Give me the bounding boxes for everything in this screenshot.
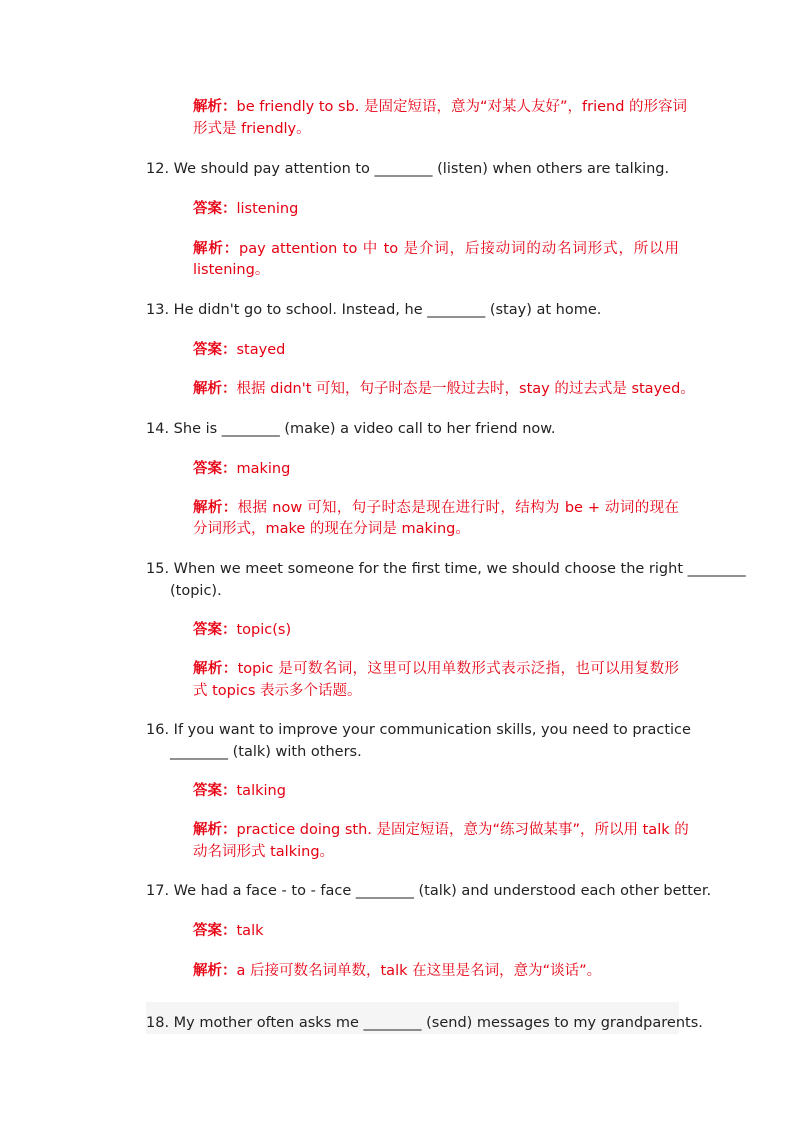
analysis-text: a 后接可数名词单数，talk 在这里是名词，意为“谈话”。 xyxy=(236,963,602,979)
analysis-label: 解析： xyxy=(193,500,238,516)
answer-text: stayed xyxy=(236,342,286,358)
analysis-12-line-2: listening。 xyxy=(193,262,270,278)
analysis-14-line-2: 分词形式，make 的现在分词是 making。 xyxy=(193,521,470,537)
analysis-label: 解析： xyxy=(193,661,238,677)
analysis-14-line-1 xyxy=(193,497,679,519)
analysis-label: 解析： xyxy=(193,381,237,397)
answer-13 xyxy=(193,339,285,361)
analysis-16-line-2: 动名词形式 talking。 xyxy=(193,844,335,860)
analysis-text: pay attention to 中 to 是介词，后接动词的动名词形式，所以用 xyxy=(239,241,679,257)
analysis-text: 根据 now 可知，句子时态是现在进行时，结构为 be + 动词的现在 xyxy=(237,500,679,516)
analysis-13-line-1 xyxy=(193,378,695,400)
analysis-17-line-1 xyxy=(193,960,601,982)
question-18: 18. My mother often asks me ________ (send) messages to my grandparents. xyxy=(146,1015,703,1031)
analysis-label: 解析： xyxy=(193,963,237,979)
analysis-label: 解析： xyxy=(193,99,237,115)
question-17: 17. We had a face - to - face ________ (talk) and understood each other better. xyxy=(146,883,712,899)
answer-16 xyxy=(193,780,286,802)
answer-text: making xyxy=(236,461,291,477)
question-15-line-1: 15. When we meet someone for the first time, we should choose the right ________ xyxy=(146,561,746,577)
answer-17 xyxy=(193,920,264,942)
analysis-15-line-1 xyxy=(193,658,679,680)
question-16-line-2: ________ (talk) with others. xyxy=(170,744,362,760)
answer-label: 答案： xyxy=(193,201,237,217)
answer-text: listening xyxy=(236,201,299,217)
answer-label: 答案： xyxy=(193,342,237,358)
answer-text: talk xyxy=(236,923,264,939)
answer-text: topic(s) xyxy=(236,622,292,638)
analysis-11-line-2: 形式是 friendly。 xyxy=(193,121,311,137)
answer-text: talking xyxy=(236,783,286,799)
answer-14 xyxy=(193,458,290,480)
answer-label: 答案： xyxy=(193,622,237,638)
answer-15 xyxy=(193,619,291,641)
question-13: 13. He didn't go to school. Instead, he ________ (stay) at home. xyxy=(146,302,602,318)
analysis-text: 根据 didn't 可知，句子时态是一般过去时，stay 的过去式是 stayed。 xyxy=(236,381,695,397)
analysis-text: topic 是可数名词，这里可以用单数形式表示泛指，也可以用复数形 xyxy=(237,661,679,677)
analysis-label: 解析： xyxy=(193,822,237,838)
question-15-line-2: (topic). xyxy=(170,583,222,599)
answer-12 xyxy=(193,198,298,220)
analysis-12-line-1 xyxy=(193,238,679,260)
question-14: 14. She is ________ (make) a video call to her friend now. xyxy=(146,421,556,437)
answer-label: 答案： xyxy=(193,461,237,477)
question-12: 12. We should pay attention to ________ (listen) when others are talking. xyxy=(146,161,670,177)
question-16-line-1: 16. If you want to improve your communication skills, you need to practice xyxy=(146,722,691,738)
analysis-text: practice doing sth. 是固定短语，意为“练习做某事”，所以用 talk 的 xyxy=(236,822,689,838)
answer-label: 答案： xyxy=(193,923,237,939)
analysis-16-line-1 xyxy=(193,819,689,841)
analysis-label: 解析： xyxy=(193,241,240,257)
answer-label: 答案： xyxy=(193,783,237,799)
analysis-11-line-1 xyxy=(193,96,688,118)
analysis-15-line-2: 式 topics 表示多个话题。 xyxy=(193,683,362,699)
analysis-text: be friendly to sb. 是固定短语，意为“对某人友好”，friend 的形容词 xyxy=(236,99,688,115)
